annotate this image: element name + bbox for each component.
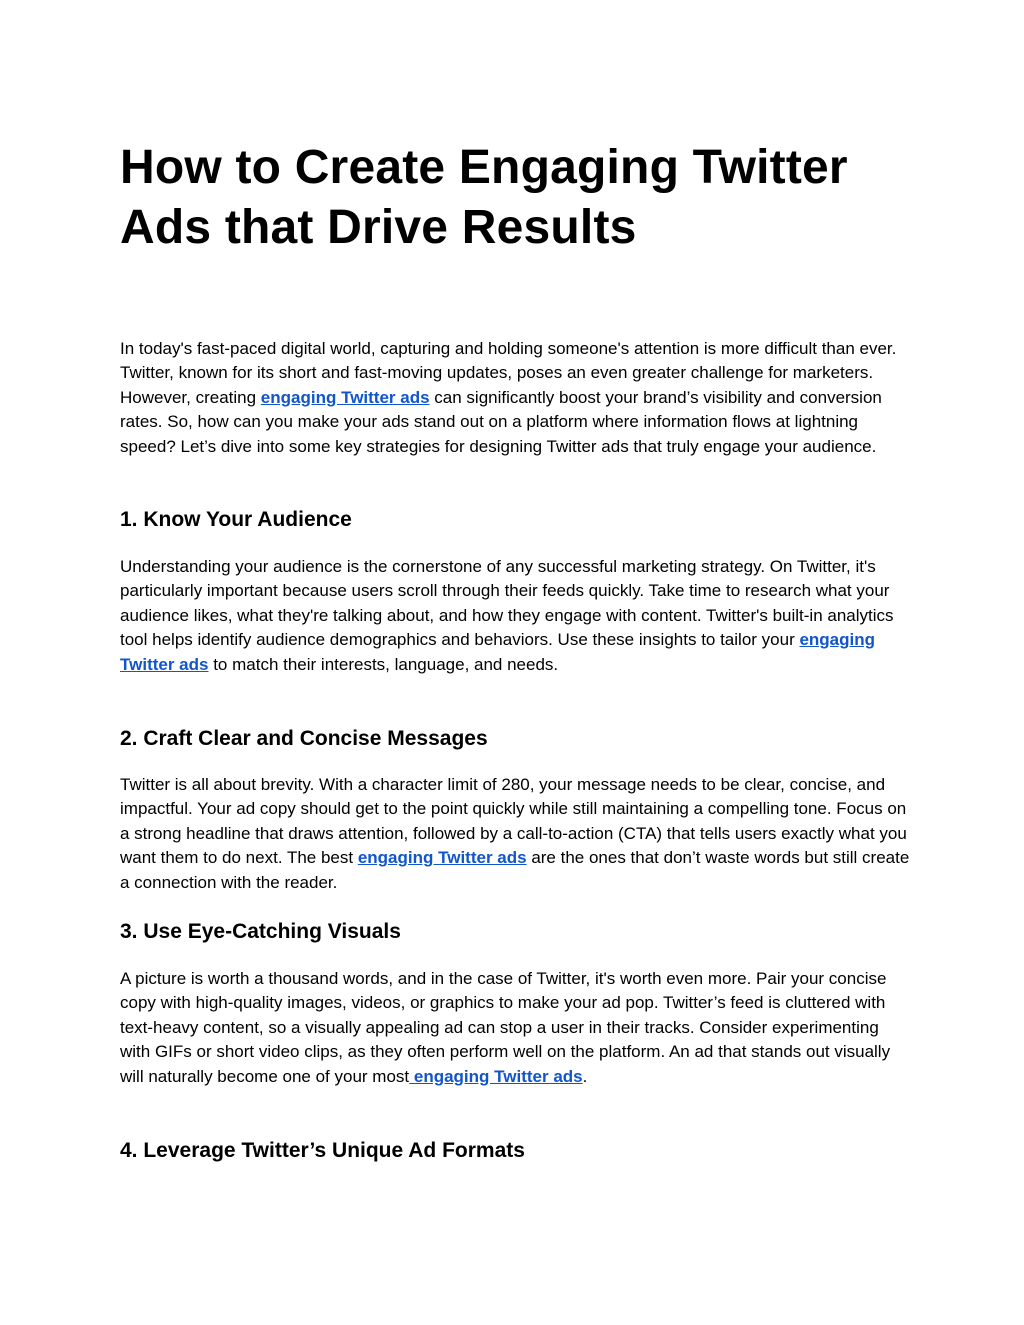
section-3-paragraph — [120, 967, 910, 1089]
section-3-heading: 3. Use Eye-Catching Visuals — [120, 920, 401, 943]
section-2-paragraph — [120, 773, 910, 895]
section-1-heading: 1. Know Your Audience — [120, 508, 352, 531]
section-1-text-after: to match their interests, language, and needs. — [208, 654, 559, 674]
section-2-link-engaging-twitter-ads[interactable]: engaging Twitter ads — [357, 848, 527, 868]
title-line-1: How to Create Engaging Twitter — [120, 141, 848, 194]
section-2-heading: 2. Craft Clear and Concise Messages — [120, 727, 488, 750]
section-1-paragraph — [120, 555, 910, 677]
section-3-text-before: A picture is worth a thousand words, and in the case of Twitter, it's worth even more. Pair your concise copy with high-quality images, videos, or graphics to make your ad pop. Twitter’s feed is cluttered with text-heavy content, so a visually appealing ad can stop a user in their tracks. Consider experimenting with GIFs or short video clips, as they often perform well on the platform. An ad that stands out visually will naturally become one of your most — [120, 969, 891, 1086]
document-title — [120, 138, 920, 258]
intro-paragraph — [120, 337, 910, 459]
section-2-text-after: are the ones that don’t waste words but still create a connection with the reader. — [120, 848, 910, 892]
section-1-text-before: Understanding your audience is the cornerstone of any successful marketing strategy. On Twitter, it's particularly important because users scroll through their feeds quickly. Take time to research what your audience likes, what they're talking about, and how they engage with content. Twitter's built-in analytics tool helps identify audience demographics and behaviors. Use these insights to tailor your — [120, 557, 894, 650]
intro-text-after: can significantly boost your brand’s visibility and conversion rates. So, how can you make your ads stand out on a platform where information flows at lightning speed? Let’s dive into some key strategies for designing Twitter ads that truly engage your audience. — [120, 387, 882, 456]
section-4-heading: 4. Leverage Twitter’s Unique Ad Formats — [120, 1139, 525, 1162]
section-2-text-before: Twitter is all about brevity. With a character limit of 280, your message needs to be clear, concise, and impactful. Your ad copy should get to the point quickly while still maintaining a compelling tone. Focus on a strong headline that draws attention, followed by a call-to-action (CTA) that tells users exactly what you want them to do next. The best — [120, 775, 907, 868]
section-1-link-engaging-twitter-ads[interactable]: engaging Twitter ads — [120, 630, 876, 674]
section-3-link-engaging-twitter-ads[interactable]: engaging Twitter ads — [409, 1066, 583, 1086]
section-3-text-after: . — [582, 1066, 588, 1086]
intro-text-before: In today's fast-paced digital world, capturing and holding someone's attention is more difficult than ever. Twitter, known for its short and fast-moving updates, poses an even greater challenge for marketers. However, creating — [120, 339, 897, 407]
title-line-2: Ads that Drive Results — [120, 201, 637, 254]
intro-link-engaging-twitter-ads[interactable]: engaging Twitter ads — [260, 387, 430, 407]
